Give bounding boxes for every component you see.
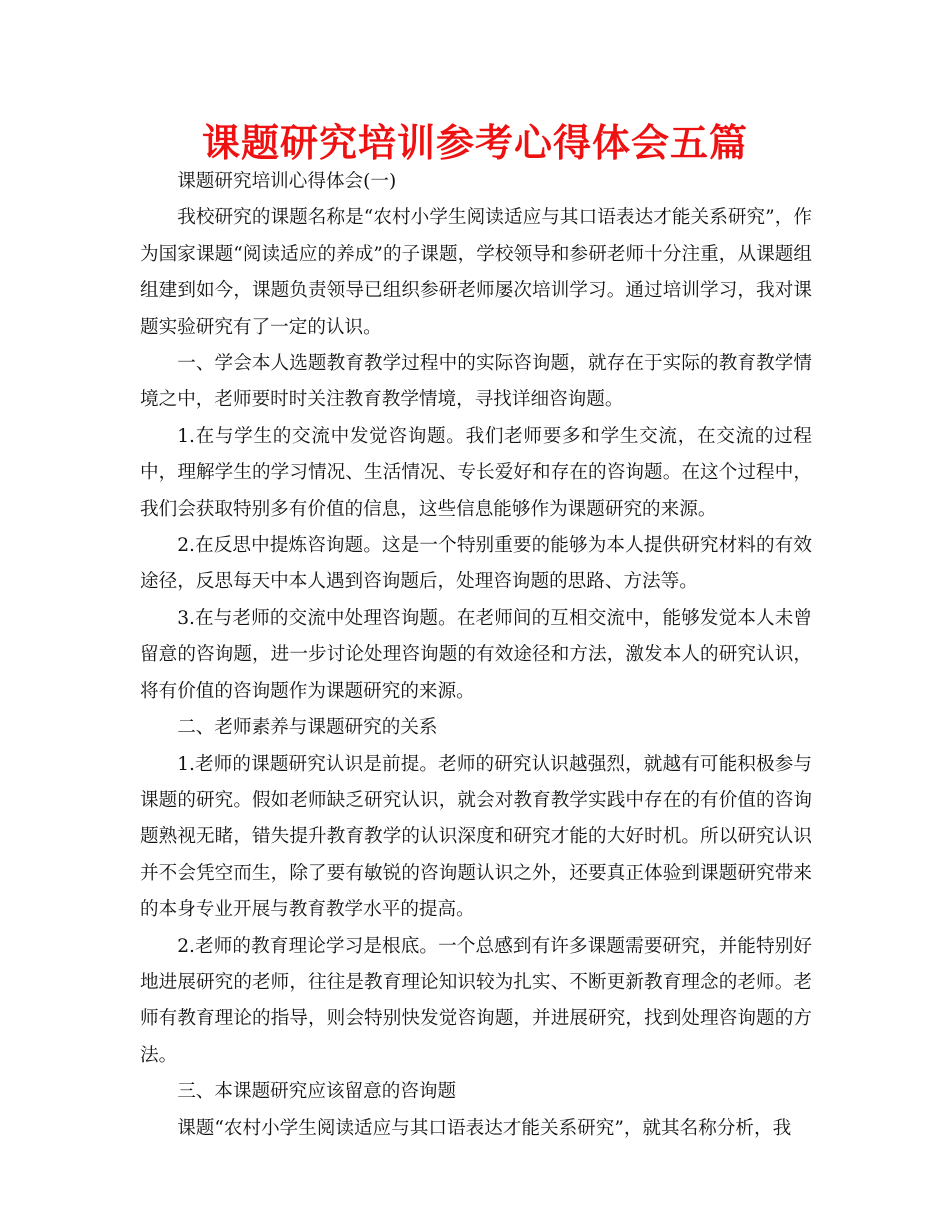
section-two-item-1: 1.老师的课题研究认识是前提。老师的研究认识越强烈，就越有可能积极参与课题的研究。假如老师缺乏研究认识，就会对教育教学实践中存在的有价值的咨询题熟视无睹，错失提升教育教学的认识深度和研究才能的大好时机。所以研究认识并不会凭空而生，除了要有敏锐的咨询题认识之外，还要真正体验到课题研究带来的本身专业开展与教育教学水平的提高。 [140, 753, 812, 921]
document-title: 课题研究培训参考心得体会五篇 [201, 121, 748, 165]
subtitle-paragraph: 课题研究培训心得体会(一) [177, 171, 397, 192]
section-three-paragraph: 课题“农村小学生阅读适应与其口语表达才能关系研究”，就其名称分析，我 [177, 1117, 792, 1139]
section-two-item-2: 2.老师的教育理论学习是根底。一个总感到有许多课题需要研究，并能特别好地进展研究的老师，往往是教育理论知识较为扎实、不断更新教育理念的老师。老师有教育理论的指导，则会特别快发觉咨询题，并进展研究，找到处理咨询题的方法。 [140, 935, 812, 1066]
document-body [140, 164, 812, 1147]
section-one-item-2: 2.在反思中提炼咨询题。这是一个特别重要的能够为本人提供研究材料的有效途径，反思每天中本人遇到咨询题后，处理咨询题的思路、方法等。 [140, 535, 812, 593]
section-two-heading: 二、老师素养与课题研究的关系 [177, 717, 438, 739]
section-one-item-1: 1.在与学生的交流中发觉咨询题。我们老师要多和学生交流，在交流的过程中，理解学生的学习情况、生活情况、专长爱好和存在的咨询题。在这个过程中，我们会获取特别多有价值的信息，这些信息能够作为课题研究的来源。 [140, 425, 812, 520]
intro-paragraph: 我校研究的课题名称是“农村小学生阅读适应与其口语表达才能关系研究”，作为国家课题“阅读适应的养成”的子课题，学校领导和参研老师十分注重，从课题组组建到如今，课题负责领导已组织参研老师屡次培训学习。通过培训学习，我对课题实验研究有了一定的认识。 [140, 207, 812, 338]
section-one-item-3: 3.在与老师的交流中处理咨询题。在老师间的互相交流中，能够发觉本人未曾留意的咨询题，进一步讨论处理咨询题的有效途径和方法，激发本人的研究认识，将有价值的咨询题作为课题研究的来源。 [140, 607, 812, 702]
section-one-paragraph: 一、学会本人选题教育教学过程中的实际咨询题，就存在于实际的教育教学情境之中，老师要时时关注教育教学情境，寻找详细咨询题。 [140, 353, 812, 411]
section-three-heading: 三、本课题研究应该留意的咨询题 [177, 1081, 457, 1103]
